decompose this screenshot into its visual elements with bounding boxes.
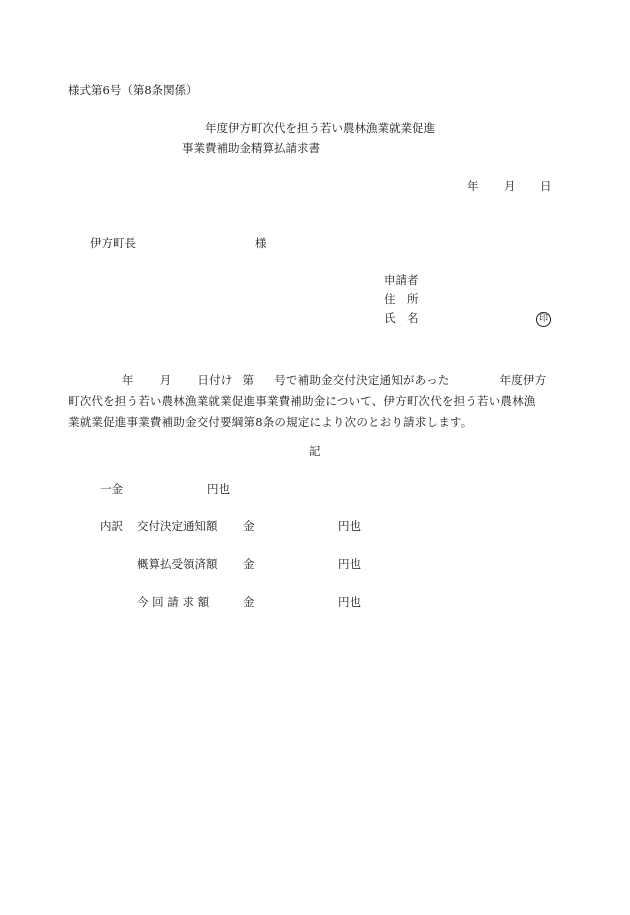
form-number: 様式第6号（第8条関係） xyxy=(68,83,198,97)
breakdown-row-yen: 円也 xyxy=(338,557,361,571)
body-dai: 第 xyxy=(242,373,255,387)
body-day: 日付け xyxy=(197,373,233,387)
applicant-address-label: 住 所 xyxy=(384,292,419,306)
request-body xyxy=(68,370,554,433)
breakdown-row-kin: 金 xyxy=(243,595,255,609)
breakdown-row-kin: 金 xyxy=(243,557,255,571)
addressee-honorific: 様 xyxy=(255,236,267,250)
title-line-2: 事業費補助金精算払請求書 xyxy=(182,141,320,155)
applicant-label: 申請者 xyxy=(384,273,419,287)
body-year: 年 xyxy=(122,373,134,387)
body-month: 月 xyxy=(159,373,172,387)
breakdown-label: 内訳 xyxy=(100,519,123,533)
body-line-3: 業就業促進事業費補助金交付要綱第8条の規定により次のとおり請求します。 xyxy=(68,415,473,429)
breakdown-row-item: 概算払受領済額 xyxy=(137,557,218,571)
body-fiscal-year: 年度伊方 xyxy=(499,373,547,387)
date-month: 月 xyxy=(504,179,516,193)
breakdown-row-item: 今 回 請 求 額 xyxy=(137,595,210,609)
date-year: 年 xyxy=(467,179,479,193)
title-line-1: 年度伊方町次代を担う若い農林漁業就業促進 xyxy=(205,121,435,135)
date-day: 日 xyxy=(540,179,552,193)
breakdown-row-yen: 円也 xyxy=(338,519,361,533)
applicant-name-label: 氏 名 xyxy=(384,311,419,325)
ki-heading: 記 xyxy=(309,444,321,458)
body-notice: 号で補助金交付決定通知があった xyxy=(274,373,450,387)
seal-mark: 印 xyxy=(536,312,551,327)
amount-label: 一金 xyxy=(100,482,123,496)
breakdown-row-yen: 円也 xyxy=(338,595,361,609)
addressee-name: 伊方町長 xyxy=(90,236,136,250)
amount-yen: 円也 xyxy=(207,482,230,496)
breakdown-row-item: 交付決定通知額 xyxy=(137,519,218,533)
breakdown-row-kin: 金 xyxy=(243,519,255,533)
body-line-1 xyxy=(68,370,554,391)
body-line-2: 町次代を担う若い農林漁業就業促進事業費補助金について、伊方町次代を担う若い農林漁 xyxy=(68,394,536,408)
